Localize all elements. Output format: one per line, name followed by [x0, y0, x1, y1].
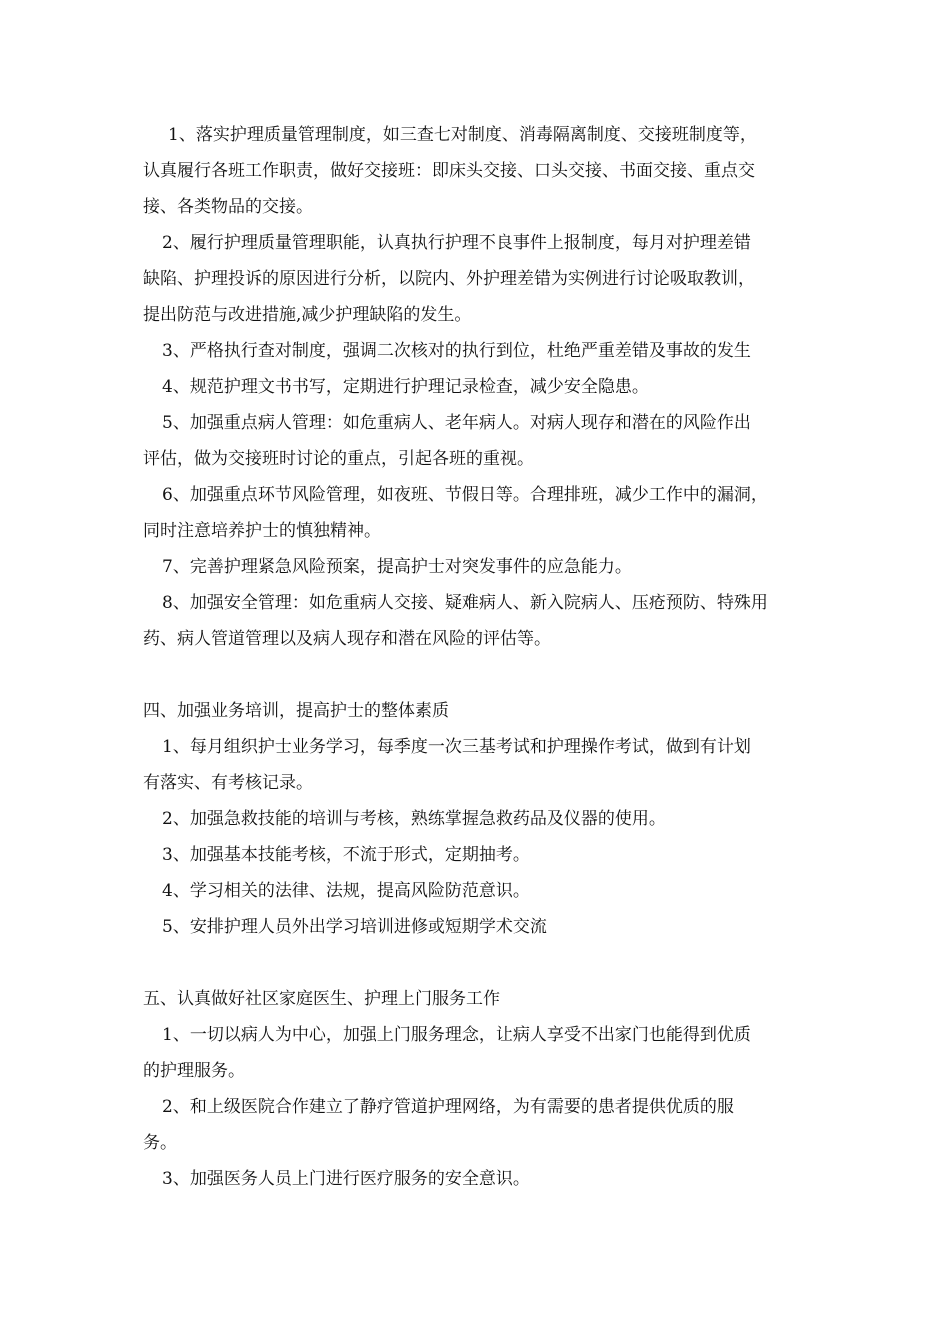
section-3-item-7: 7、完善护理紧急风险预案，提高护士对突发事件的应急能力。	[162, 557, 632, 577]
section-4-item-4: 4、学习相关的法律、法规，提高风险防范意识。	[162, 881, 530, 901]
section-3-item-6: 6、加强重点环节风险管理，如夜班、节假日等。合理排班，减少工作中的漏洞， 同时注意培养护士的慎独精神。	[143, 485, 768, 541]
section-3-item-1: 1、落实护理质量管理制度，如三查七对制度、消毒隔离制度、交接班制度等， 认真履行各班工作职责，做好交接班：即床头交接、口头交接、书面交接、重点交 接、各类物品的交接。	[143, 125, 757, 217]
section-5-item-1: 1、一切以病人为中心，加强上门服务理念，让病人享受不出家门也能得到优质 的护理服务。	[143, 1025, 751, 1081]
section-5	[143, 981, 815, 1197]
section-5-item-3: 3、加强医务人员上门进行医疗服务的安全意识。	[162, 1169, 530, 1189]
section-4-item-2: 2、加强急救技能的培训与考核，熟练掌握急救药品及仪器的使用。	[162, 809, 666, 829]
section-3-item-4: 4、规范护理文书书写，定期进行护理记录检查，减少安全隐患。	[162, 377, 649, 397]
section-5-item-2: 2、和上级医院合作建立了静疗管道护理网络，为有需要的患者提供优质的服 务。	[143, 1097, 734, 1153]
section-spacer	[143, 945, 815, 981]
section-3-item-8: 8、加强安全管理：如危重病人交接、疑难病人、新入院病人、压疮预防、特殊用 药、病人管道管理以及病人现存和潜在风险的评估等。	[143, 593, 768, 649]
section-3-item-3: 3、严格执行查对制度，强调二次核对的执行到位，杜绝严重差错及事故的发生	[162, 341, 751, 361]
section-4-heading: 四、加强业务培训，提高护士的整体素质	[143, 701, 449, 721]
section-3-list	[143, 117, 815, 657]
section-4	[143, 693, 815, 945]
section-5-heading: 五、认真做好社区家庭医生、护理上门服务工作	[143, 989, 500, 1009]
section-3-item-2: 2、履行护理质量管理职能，认真执行护理不良事件上报制度，每月对护理差错 缺陷、护理投诉的原因进行分析，以院内、外护理差错为实例进行讨论吸取教训， 提出防范与改进措施,减少护理缺陷的发生。	[143, 233, 755, 325]
section-4-item-1: 1、每月组织护士业务学习，每季度一次三基考试和护理操作考试，做到有计划 有落实、有考核记录。	[143, 737, 751, 793]
section-4-item-5: 5、安排护理人员外出学习培训进修或短期学术交流	[162, 917, 547, 937]
section-spacer	[143, 657, 815, 693]
section-4-item-3: 3、加强基本技能考核，不流于形式，定期抽考。	[162, 845, 530, 865]
section-3-item-5: 5、加强重点病人管理：如危重病人、老年病人。对病人现存和潜在的风险作出 评估，做为交接班时讨论的重点，引起各班的重视。	[143, 413, 751, 469]
document-body	[143, 117, 815, 1197]
